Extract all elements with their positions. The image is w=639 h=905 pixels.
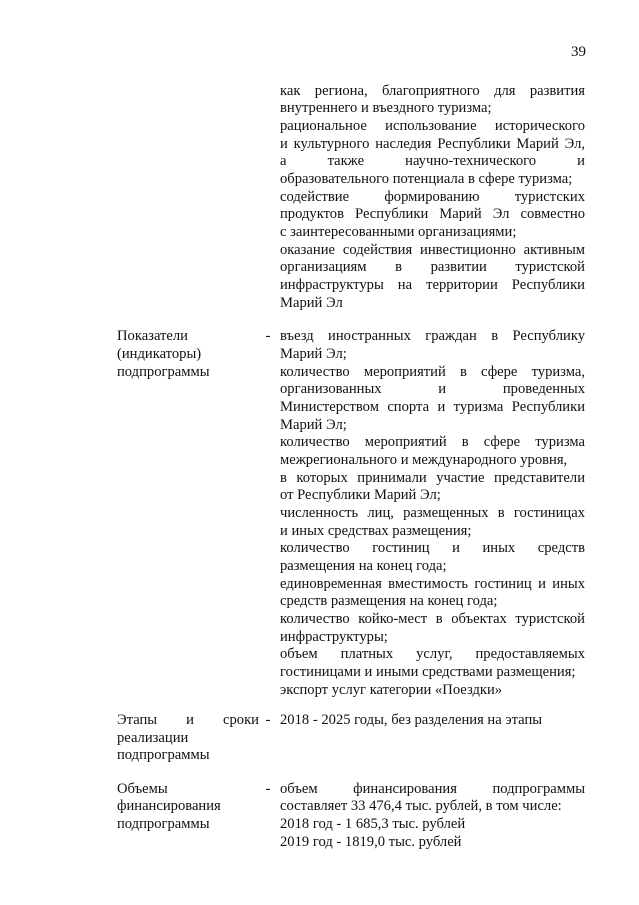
text-line: продуктов Республики Марий Эл совместно [280,206,585,222]
text-line: и иных средствах размещения; [280,523,472,539]
text-line: объем финансирования подпрограммы [280,781,585,797]
indicators-label: (индикаторы) [117,346,202,362]
row-dash: - [265,712,271,728]
text-line: объем платных услуг, предоставляемых [280,646,585,662]
text-line: численность лиц, размещенных в гостиницах [280,505,585,521]
text-line: количество койко-мест в объектах туристской [280,611,585,627]
indicators-label: Показатели [117,328,188,344]
stages-label: реализации [117,730,189,746]
financing-label: Объемы [117,781,168,797]
text-line: а также научно-технического и [280,153,585,169]
text-line: въезд иностранных граждан в Республику [280,328,585,344]
text-line: и культурного наследия Республики Марий Эл, [280,136,585,152]
text-line: Марий Эл [280,295,343,311]
text-line: 2019 год - 1819,0 тыс. рублей [280,834,462,850]
text-line: оказание содействия инвестиционно активным [280,242,585,258]
text-line: средств размещения на конец года; [280,593,498,609]
text-line: количество гостиниц и иных средств [280,540,585,556]
text-line: экспорт услуг категории «Поездки» [280,682,503,698]
text-line: с заинтересованными организациями; [280,224,517,240]
text-line: организованных и проведенных [280,381,585,397]
text-line: единовременная вместимость гостиниц и иных [280,576,585,592]
text-line: инфраструктуры на территории Республики [280,277,585,293]
row-dash: - [265,781,271,797]
text-line: размещения на конец года; [280,558,447,574]
financing-label: подпрограммы [117,816,210,832]
text-line: внутреннего и въездного туризма; [280,100,492,116]
stages-label: Этапы и сроки [117,712,259,728]
text-line: организациям в развитии туристской [280,259,585,275]
text-line: 2018 год - 1 685,3 тыс. рублей [280,816,466,832]
text-line: Марий Эл; [280,346,347,362]
text-line: составляет 33 476,4 тыс. рублей, в том числе: [280,798,562,814]
text-line: содействие формированию туристских [280,189,585,205]
text-line: в которых принимали участие представители [280,470,585,486]
text-line: инфраструктуры; [280,629,388,645]
page-number: 39 [571,44,586,60]
text-line: Министерством спорта и туризма Республики [280,399,585,415]
text-line: 2018 - 2025 годы, без разделения на этапы [280,712,543,728]
text-line: как региона, благоприятного для развития [280,83,585,99]
indicators-label: подпрограммы [117,364,210,380]
row-dash: - [265,328,271,344]
stages-label: подпрограммы [117,747,210,763]
text-line: количество мероприятий в сфере туризма, [280,364,585,380]
text-line: от Республики Марий Эл; [280,487,441,503]
financing-label: финансирования [117,798,221,814]
text-line: образовательного потенциала в сфере туризма; [280,171,573,187]
text-line: рациональное использование исторического [280,118,585,134]
text-line: гостиницами и иными средствами размещения; [280,664,576,680]
text-line: Марий Эл; [280,417,347,433]
text-line: межрегионального и международного уровня, [280,452,568,468]
text-line: количество мероприятий в сфере туризма [280,434,585,450]
